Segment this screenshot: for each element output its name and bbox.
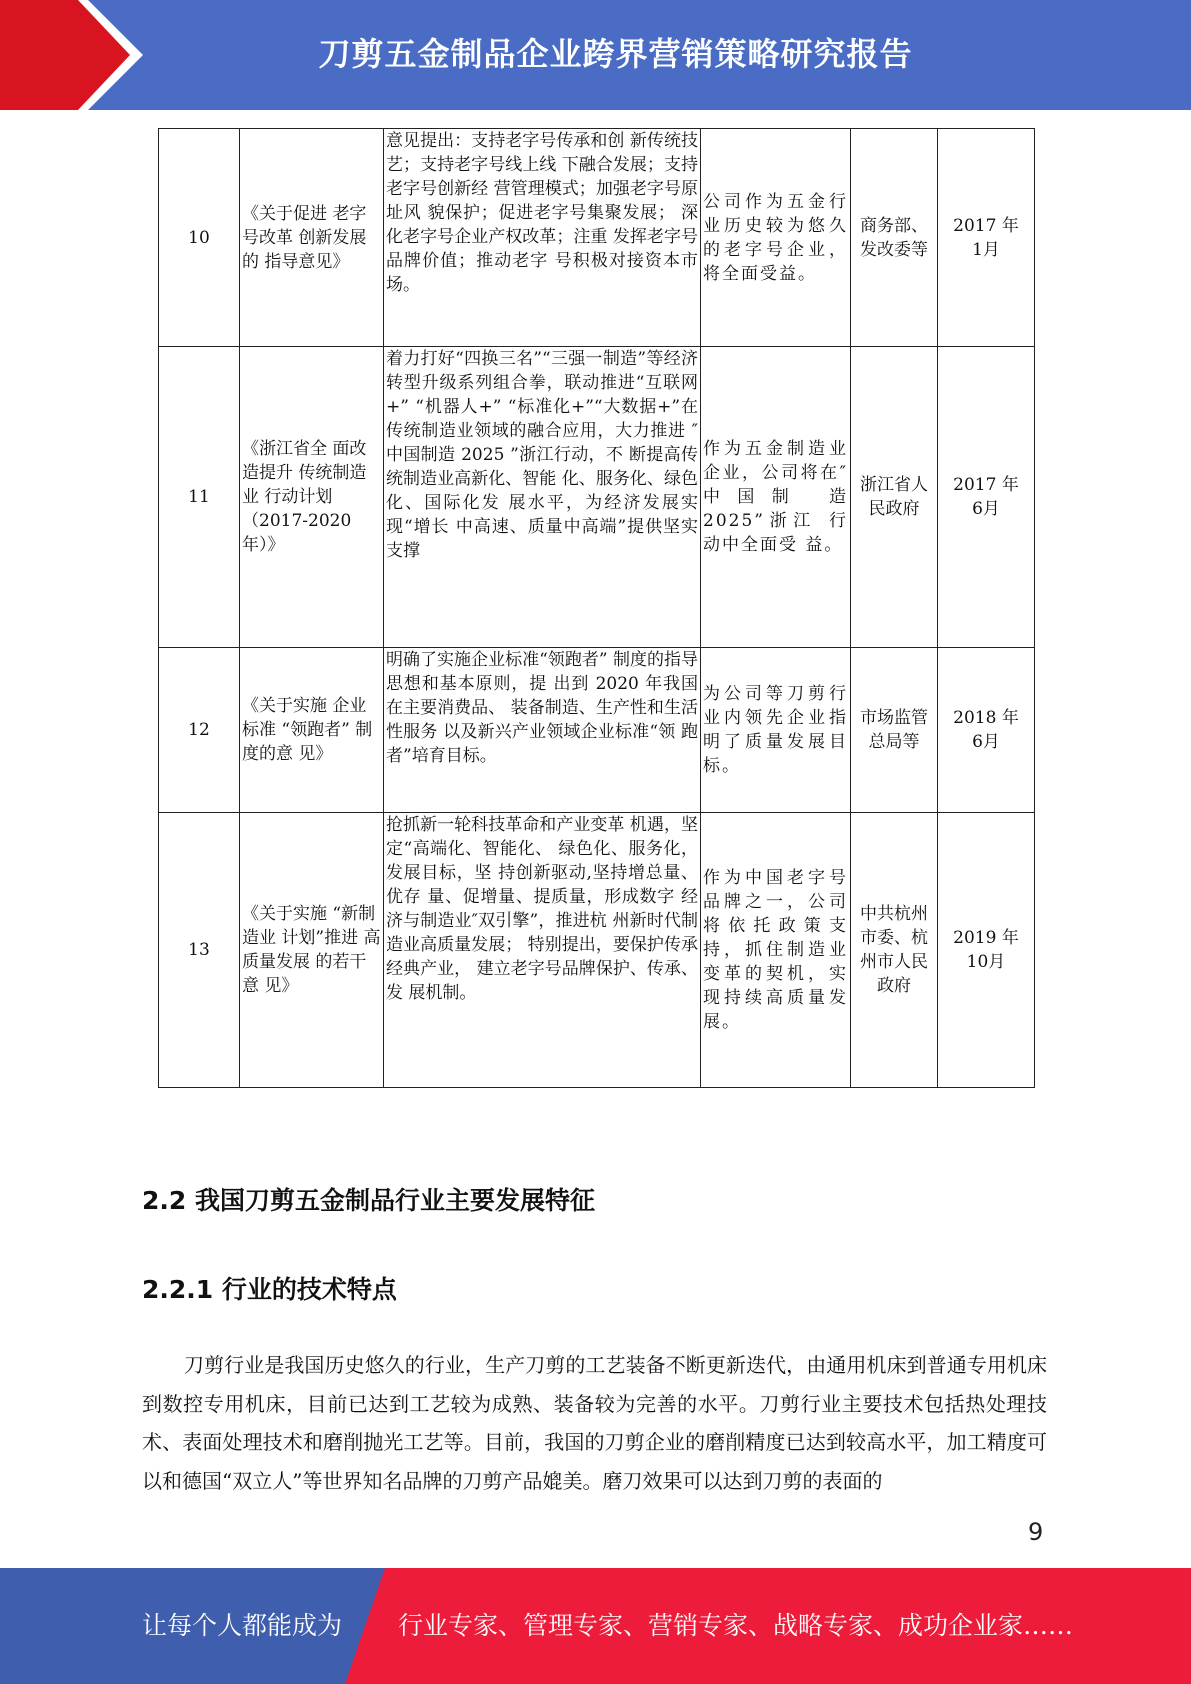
issuing-department: 商务部、发改委等 bbox=[851, 129, 938, 347]
section-heading: 2.2 我国刀剪五金制品行业主要发展特征 bbox=[142, 1186, 595, 1215]
subsection-heading: 2.2.1 行业的技术特点 bbox=[142, 1275, 397, 1304]
policy-impact: 作为中国老字号品牌之一，公司将依托政策支持，抓住制造业变革的契机，实现持续高质量发 展。 bbox=[701, 813, 851, 1088]
policy-content: 意见提出：支持老字号传承和创 新传统技艺；支持老字号线上线 下融合发展；支持老字号创新经 营管理模式；加强老字号原址风 貌保护；促进老字号集聚发展； 深化老字号企业产权改革；注重 发挥老字号品牌价值；推动老字 号积极对接资本市场。 bbox=[384, 129, 701, 347]
table-row bbox=[159, 129, 1035, 347]
policy-table bbox=[158, 128, 1035, 1088]
page-header bbox=[0, 0, 1191, 110]
issuing-department: 浙江省人民政府 bbox=[851, 347, 938, 648]
policy-content: 抢抓新一轮科技革命和产业变革 机遇，坚定“高端化、智能化、 绿色化、服务化，发展目标，坚 持创新驱动,坚持增总量、优存 量、促增量、提质量，形成数字 经济与制造业″双引擎”，推进杭 州新时代制造业高质量发展； 特别提出，要保护传承经典产业， 建立老字号品牌保护、传承、发 展机制。 bbox=[384, 813, 701, 1088]
row-number: 11 bbox=[159, 347, 240, 648]
page-footer bbox=[0, 1568, 1191, 1684]
row-number: 12 bbox=[159, 648, 240, 813]
body-paragraph: 刀剪行业是我国历史悠久的行业，生产刀剪的工艺装备不断更新迭代，由通用机床到普通专用机床到数控专用机床，目前已达到工艺较为成熟、装备较为完善的水平。刀剪行业主要技术包括热处理技术、表面处理技术和磨削抛光工艺等。目前，我国的刀剪企业的磨削精度已达到较高水平，加工精度可以和德国“双立人”等世界知名品牌的刀剪产品媲美。磨刀效果可以达到刀剪的表面的 bbox=[142, 1353, 1047, 1493]
table-row bbox=[159, 813, 1035, 1088]
issue-date: 2019 年 10月 bbox=[938, 813, 1035, 1088]
policy-name: 《关于实施 企业标准 “领跑者” 制度的意 见》 bbox=[240, 648, 384, 813]
policy-impact: 公司作为五金行业历史较为悠久的老字号企业，将全面受益。 bbox=[701, 129, 851, 347]
policy-name: 《关于促进 老字号改革 创新发展的 指导意见》 bbox=[240, 129, 384, 347]
table-row bbox=[159, 347, 1035, 648]
issuing-department: 市场监管总局等 bbox=[851, 648, 938, 813]
issue-date: 2018 年 6月 bbox=[938, 648, 1035, 813]
policy-impact: 为公司等刀剪行业内领先企业指明了质量发展目标。 bbox=[701, 648, 851, 813]
row-number: 13 bbox=[159, 813, 240, 1088]
issue-date: 2017 年 6月 bbox=[938, 347, 1035, 648]
page-number: 9 bbox=[1028, 1518, 1044, 1546]
policy-content: 着力打好“四换三名”“三强一制造”等经济转型升级系列组合拳，联动推进“互联网+” “机器人+” “标准化+”“大数据+”在传统制造业领域的融合应用，大力推进 ″中国制造 2025 ”浙江行动，不 断提高传统制造业高新化、智能 化、服务化、绿色化、国际化发 展水平，为经济发展实现“增长 中高速、质量中高端”提供坚实 支撑 bbox=[384, 347, 701, 648]
header-title: 刀剪五金制品企业跨界营销策略研究报告 bbox=[318, 35, 913, 73]
header-arrow-decoration bbox=[0, 0, 150, 110]
policy-name: 《关于实施 “新制造业 计划”推进 高质量发展 的若干意 见》 bbox=[240, 813, 384, 1088]
footer-slogan-left: 让每个人都能成为 bbox=[142, 1611, 343, 1640]
policy-name: 《浙江省全 面改造提升 传统制造业 行动计划（2017-2020年）》 bbox=[240, 347, 384, 648]
policy-content: 明确了实施企业标准“领跑者” 制度的指导思想和基本原则，提 出到 2020 年我国在主要消费品、 装备制造、生产性和生活性服务 以及新兴产业领域企业标准“领 跑者”培育目标。 bbox=[384, 648, 701, 813]
table-row bbox=[159, 648, 1035, 813]
policy-impact: 作为五金制造业企业，公司将在″中国制 造2025”浙江 行动中全面受 益。 bbox=[701, 347, 851, 648]
row-number: 10 bbox=[159, 129, 240, 347]
issuing-department: 中共杭州市委、杭州市人民政府 bbox=[851, 813, 938, 1088]
issue-date: 2017 年 1月 bbox=[938, 129, 1035, 347]
footer-slogan-right: 行业专家、管理专家、营销专家、战略专家、成功企业家…… bbox=[398, 1611, 1074, 1640]
